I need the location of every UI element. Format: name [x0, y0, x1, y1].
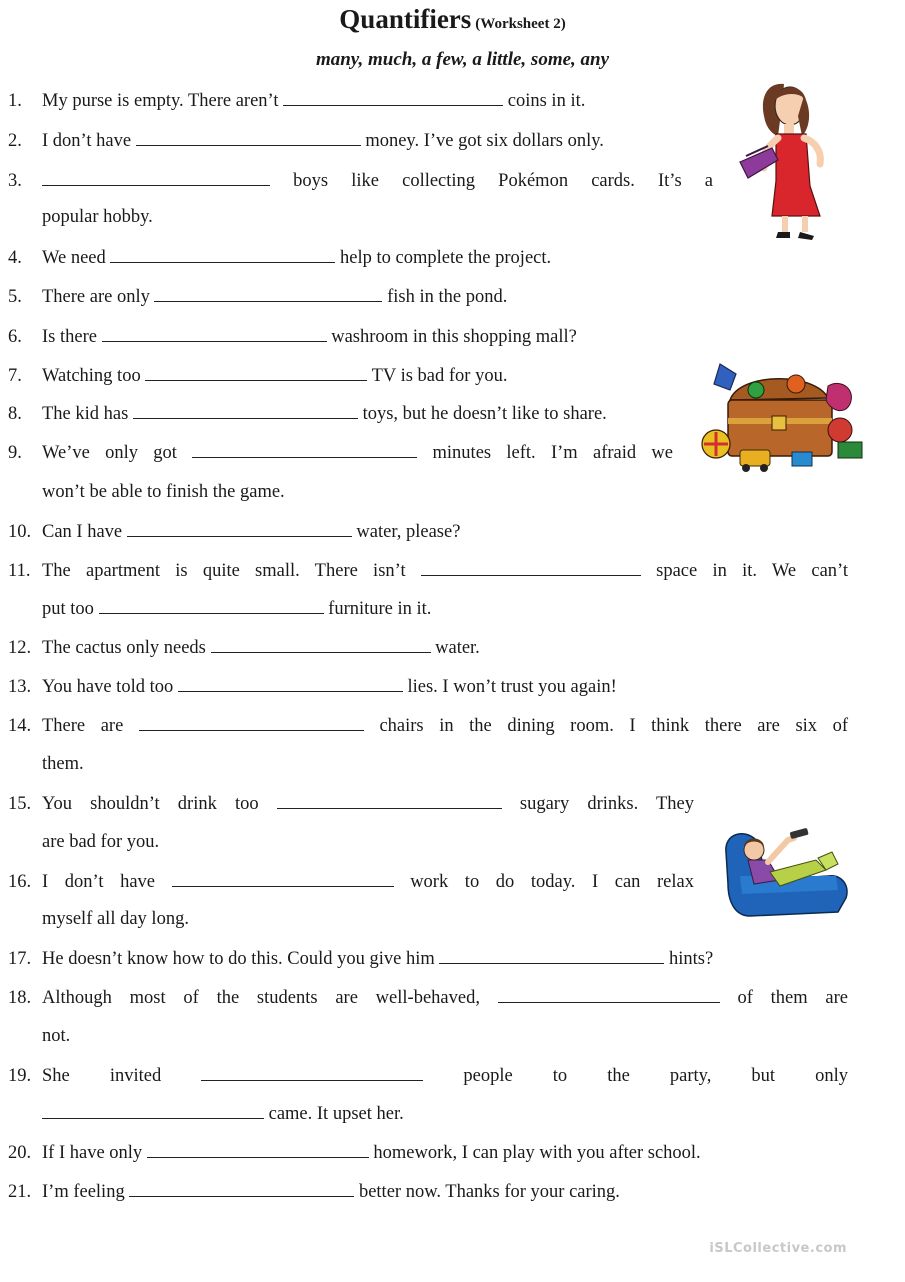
question-9-cont: won’t be able to finish the game.	[42, 482, 285, 502]
answer-blank-6[interactable]	[102, 325, 327, 342]
question-4: 4. We need help to complete the project.	[8, 248, 552, 268]
question-5: 5. There are only fish in the pond.	[8, 287, 508, 307]
question-6: 6. Is there washroom in this shopping mall?	[8, 327, 577, 347]
answer-blank-9[interactable]	[192, 441, 417, 458]
answer-blank-18[interactable]	[498, 986, 720, 1003]
answer-blank-12[interactable]	[211, 636, 431, 653]
answer-blank-4[interactable]	[110, 246, 335, 263]
answer-blank-20[interactable]	[147, 1141, 369, 1158]
question-16-cont: myself all day long.	[42, 909, 189, 929]
answer-blank-19a[interactable]	[201, 1064, 423, 1081]
question-14: 14. There are chairs in the dining room. I think there are six of	[8, 716, 849, 736]
question-18-cont: not.	[42, 1026, 71, 1046]
question-19-cont: came. It upset her.	[42, 1102, 404, 1125]
answer-blank-10[interactable]	[127, 520, 352, 537]
question-10: 10. Can I have water, please?	[8, 522, 461, 542]
answer-blank-11a[interactable]	[421, 559, 641, 576]
answer-blank-17[interactable]	[439, 947, 664, 964]
question-3: 3. boys like collecting Pokémon cards. It’s a	[8, 171, 713, 191]
worksheet-title	[0, 4, 905, 35]
woman-with-purse-icon	[732, 76, 852, 241]
answer-blank-15[interactable]	[277, 792, 502, 809]
question-20: 20. If I have only homework, I can play with you after school.	[8, 1143, 701, 1163]
worksheet-subtitle: many, much, a few, a little, some, any	[315, 49, 610, 70]
answer-blank-7[interactable]	[145, 364, 367, 381]
question-2: 2. I don’t have money. I’ve got six dollars only.	[8, 131, 604, 151]
question-12: 12. The cactus only needs water.	[8, 638, 480, 658]
title-main: Quantifiers	[339, 4, 472, 34]
question-16: 16. I don’t have work to do today. I can relax	[8, 872, 694, 892]
watermark: iSLCollective.com	[709, 1241, 847, 1256]
question-1: 1. My purse is empty. There aren’t coins in it.	[8, 91, 586, 111]
answer-blank-5[interactable]	[154, 285, 382, 302]
answer-blank-2[interactable]	[136, 129, 361, 146]
boy-on-couch-icon	[720, 820, 855, 920]
answer-blank-8[interactable]	[133, 402, 358, 419]
question-11-cont: put too furniture in it.	[42, 599, 432, 619]
question-17: 17. He doesn’t know how to do this. Could you give him hints?	[8, 949, 714, 969]
question-8: 8. The kid has toys, but he doesn’t like to share.	[8, 404, 607, 424]
answer-blank-1[interactable]	[283, 89, 503, 106]
answer-blank-11b[interactable]	[99, 597, 324, 614]
answer-blank-3[interactable]	[42, 169, 270, 186]
question-18: 18. Although most of the students are well-behaved, of them are	[8, 988, 848, 1008]
question-3-cont: popular hobby.	[42, 207, 153, 227]
question-11: 11. The apartment is quite small. There isn’t space in it. We can’t	[8, 561, 848, 581]
question-9: 9. We’ve only got minutes left. I’m afraid we	[8, 443, 673, 463]
question-15: 15. You shouldn’t drink too sugary drinks. They	[8, 794, 694, 814]
toy-chest-icon	[700, 360, 865, 475]
question-14-cont: them.	[42, 754, 84, 774]
question-19: 19. She invited people to the party, but only	[8, 1066, 848, 1086]
answer-blank-21[interactable]	[129, 1180, 354, 1197]
answer-blank-16[interactable]	[172, 870, 394, 887]
answer-blank-14[interactable]	[139, 714, 364, 731]
question-15-cont: are bad for you.	[42, 832, 160, 852]
answer-blank-13[interactable]	[178, 675, 403, 692]
question-13: 13. You have told too lies. I won’t trust you again!	[8, 677, 617, 697]
answer-blank-19b[interactable]	[42, 1102, 264, 1119]
question-7: 7. Watching too TV is bad for you.	[8, 366, 508, 386]
question-21: 21. I’m feeling better now. Thanks for your caring.	[8, 1182, 620, 1202]
title-note: (Worksheet 2)	[475, 16, 566, 32]
